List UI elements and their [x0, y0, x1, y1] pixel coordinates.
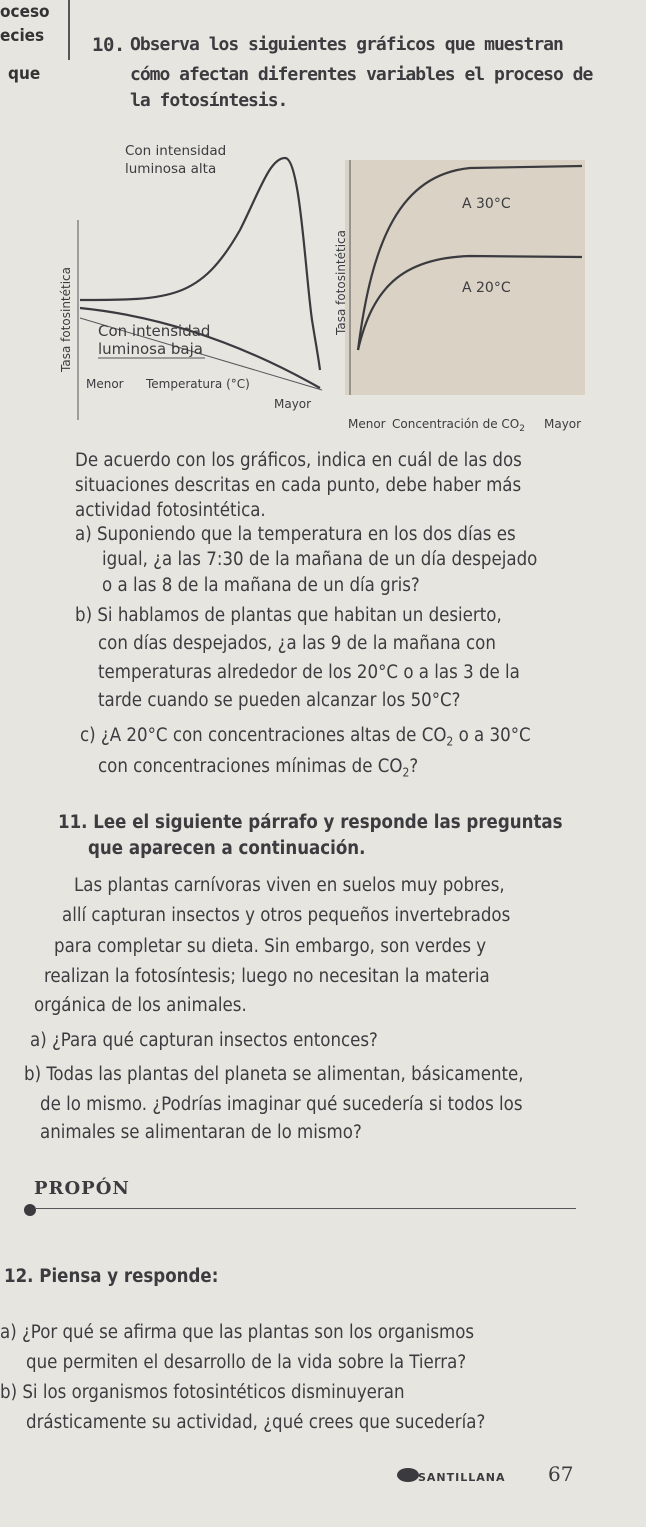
- q10-intro-line: cómo afectan diferentes variables el proceso de: [130, 64, 593, 85]
- chart1-ylabel: Tasa fotosintética: [59, 267, 73, 372]
- q12-title: 12. Piensa y responde:: [4, 1266, 219, 1287]
- q10-paragraph-line: situaciones descritas en cada punto, debe haber más: [75, 475, 522, 496]
- q12-item-b-line: b) Si los organismos fotosintéticos disminuyeran: [0, 1382, 405, 1403]
- q11-item-b-line: b) Todas las plantas del planeta se alimentan, básicamente,: [24, 1064, 524, 1085]
- chart1-x-min: Menor: [86, 377, 124, 391]
- q10-item-c-line: con concentraciones mínimas de $CO_2$?: [98, 756, 419, 780]
- label-30c: A 30°C: [462, 196, 511, 212]
- q11-paragraph-line: orgánica de los animales.: [34, 995, 247, 1016]
- label-20c: A 20°C: [462, 280, 511, 296]
- q10-item-a-line: a) Suponiendo que la temperatura en los dos días es: [75, 524, 516, 545]
- margin-fragment-bottom: que: [8, 64, 41, 84]
- chart1-xlabel: Temperatura (°C): [146, 377, 250, 391]
- label-low-line1: Con intensidad: [98, 322, 211, 340]
- chart1-x-max: Mayor: [274, 397, 312, 411]
- q10-paragraph-line: De acuerdo con los gráficos, indica en cuál de las dos: [75, 450, 522, 471]
- margin-rule: [68, 0, 70, 60]
- q10-intro-line: la fotosíntesis.: [130, 90, 288, 111]
- q11-paragraph-line: allí capturan insectos y otros pequeños invertebrados: [62, 905, 511, 926]
- propon-bullet-icon: [24, 1204, 36, 1216]
- q10-item-b-line: con días despejados, ¿a las 9 de la mañana con: [98, 633, 496, 654]
- q11-item-b-line: de lo mismo. ¿Podrías imaginar qué sucedería si todos los: [40, 1094, 523, 1115]
- margin-fragment-middle: ecies: [0, 26, 45, 46]
- q11-title: 11. Lee el siguiente párrafo y responde las preguntas: [58, 812, 563, 833]
- label-low-line2: luminosa baja: [98, 340, 203, 358]
- q10-number: 10.: [92, 34, 125, 56]
- q11-paragraph-line: realizan la fotosíntesis; luego no necesitan la materia: [44, 966, 490, 987]
- q10-item-b-line: tarde cuando se pueden alcanzar los 50°C?: [98, 690, 461, 711]
- page-number: 67: [548, 1462, 574, 1486]
- q10-item-a-line: igual, ¿a las 7:30 de la mañana de un día despejado: [102, 549, 538, 570]
- q12-item-b-line: drásticamente su actividad, ¿qué crees que sucedería?: [26, 1412, 486, 1433]
- q10-item-a-line: o a las 8 de la mañana de un día gris?: [102, 575, 420, 596]
- santillana-logo-icon: [397, 1468, 419, 1482]
- chart2-ylabel: Tasa fotosintética: [334, 230, 348, 335]
- label-high-line2: luminosa alta: [125, 161, 217, 177]
- q11-item-a: a) ¿Para qué capturan insectos entonces?: [30, 1030, 378, 1051]
- q11-paragraph-line: para completar su dieta. Sin embargo, son verdes y: [54, 936, 487, 957]
- q11-item-b-line: animales se alimentaran de lo mismo?: [40, 1122, 362, 1143]
- chart2-xlabel: Concentración de $CO_2$: [392, 417, 525, 434]
- chart2-x-max: Mayor: [544, 417, 582, 431]
- propon-heading: PROPÓN: [34, 1178, 130, 1199]
- q12-item-a-line: a) ¿Por qué se afirma que las plantas son los organismos: [0, 1322, 475, 1343]
- temperature-chart: [59, 143, 322, 420]
- co2-chart: [334, 160, 585, 434]
- q10-paragraph-line: actividad fotosintética.: [75, 500, 266, 521]
- q10-intro-line: Observa los siguientes gráficos que muestran: [130, 34, 563, 55]
- q10-item-c-line: c) ¿A 20°C con concentraciones altas de $CO_2$ o a 30°C: [80, 725, 531, 749]
- propon-rule: [36, 1208, 576, 1209]
- q11-title-line2: que aparecen a continuación.: [88, 838, 366, 859]
- q10-charts: [0, 120, 646, 440]
- q10-item-b-line: b) Si hablamos de plantas que habitan un desierto,: [75, 605, 502, 626]
- margin-fragment-top: oceso: [0, 2, 50, 22]
- q12-item-a-line: que permiten el desarrollo de la vida sobre la Tierra?: [26, 1352, 467, 1373]
- chart2-x-min: Menor: [348, 417, 386, 431]
- label-high-line1: Con intensidad: [125, 143, 227, 159]
- footer-brand: SANTILLANA: [418, 1471, 506, 1484]
- q11-paragraph-line: Las plantas carnívoras viven en suelos muy pobres,: [74, 875, 505, 896]
- q10-item-b-line: temperaturas alrededor de los 20°C o a las 3 de la: [98, 662, 520, 683]
